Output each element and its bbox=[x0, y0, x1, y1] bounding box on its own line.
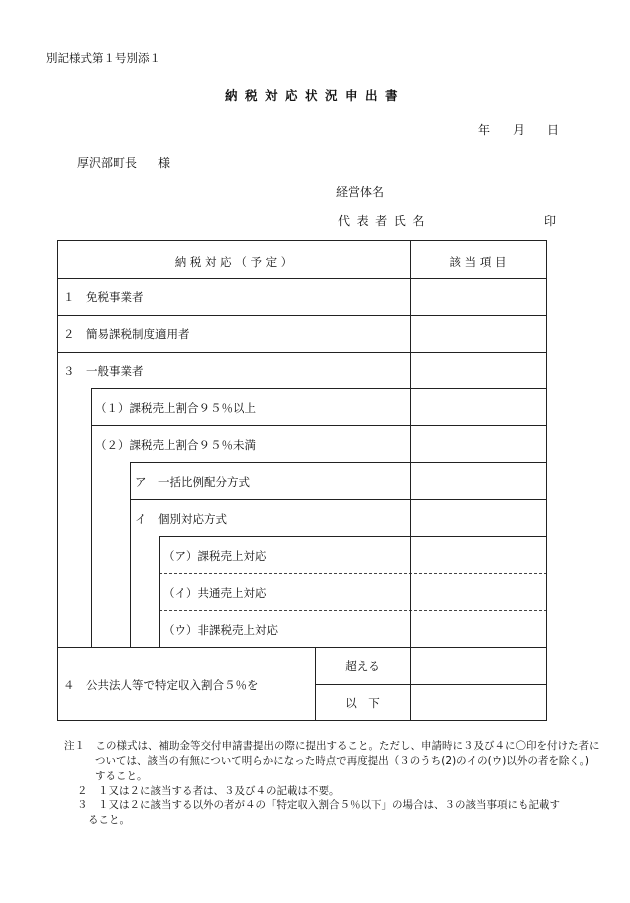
table-rule bbox=[130, 499, 547, 500]
table-rule bbox=[57, 315, 547, 316]
table-border-left bbox=[57, 240, 58, 721]
tax-status-table bbox=[57, 240, 547, 720]
note-1-line-2: ついては、該当の有無について明らかになった時点で再度提出（３のうち(2)のイの(ウ)以外の者を除く。) bbox=[95, 755, 589, 767]
row-general-business: ３ 一般事業者 bbox=[63, 364, 144, 378]
table-border-right bbox=[546, 240, 547, 721]
table-indent-rule bbox=[159, 536, 160, 647]
row-taxable-95-above: （１）課税売上割合９５％以上 bbox=[95, 401, 256, 415]
business-name-label: 経営体名 bbox=[336, 185, 385, 199]
table-rule bbox=[91, 388, 547, 389]
table-border-bottom bbox=[57, 720, 547, 721]
note-3-line-1: ３ １又は２に該当する以外の者が４の「特定収入割合５％以下」の場合は、３の該当事項にも記載す bbox=[77, 799, 560, 811]
row4-below: 以 下 bbox=[345, 696, 380, 710]
row-simplified-taxation: ２ 簡易課税制度適用者 bbox=[63, 327, 190, 341]
table-dashed-rule bbox=[159, 610, 547, 611]
addressee-suffix: 様 bbox=[158, 156, 171, 170]
row-taxable-sales: （ア）課税売上対応 bbox=[163, 549, 267, 563]
date-month-label: 月 bbox=[513, 123, 526, 137]
table-border-top bbox=[57, 240, 547, 241]
seal-mark: 印 bbox=[544, 214, 557, 228]
row4-exceeds: 超える bbox=[345, 659, 380, 673]
addressee: 厚沢部町長 bbox=[77, 156, 138, 170]
form-reference: 別記様式第１号別添１ bbox=[46, 51, 161, 65]
row-tax-exempt: １ 免税事業者 bbox=[63, 290, 144, 304]
table-indent-rule bbox=[91, 388, 92, 647]
table-indent-rule bbox=[130, 462, 131, 647]
table-rule bbox=[57, 278, 547, 279]
table-dashed-rule bbox=[159, 573, 547, 574]
note-1-line-1: 注１ この様式は、補助金等交付申請書提出の際に提出すること。ただし、申請時に３及び４に〇印を付けた者に bbox=[64, 740, 600, 752]
table-rule bbox=[130, 462, 547, 463]
table-rule bbox=[91, 425, 547, 426]
table-rule bbox=[57, 647, 547, 648]
row-lump-sum-method: ア 一括比例配分方式 bbox=[135, 475, 250, 489]
row-taxable-95-below: （２）課税売上割合９５％未満 bbox=[95, 438, 256, 452]
table-rule bbox=[57, 352, 547, 353]
date-year-label: 年 bbox=[478, 123, 491, 137]
row-non-taxable-sales: （ウ）非課税売上対応 bbox=[163, 623, 278, 637]
header-applicable-item: 該 当 項 目 bbox=[449, 255, 507, 269]
representative-label: 代表者氏名 bbox=[338, 214, 432, 228]
table-column-divider bbox=[410, 240, 411, 721]
row-public-corporation: ４ 公共法人等で特定収入割合５％を bbox=[63, 678, 259, 692]
date-day-label: 日 bbox=[547, 123, 560, 137]
note-2: ２ １又は２に該当する者は、３及び４の記載は不要。 bbox=[77, 785, 340, 797]
row-common-sales: （イ）共通売上対応 bbox=[163, 586, 267, 600]
note-1-line-3: すること。 bbox=[95, 770, 148, 782]
header-tax-response: 納 税 対 応 （ 予 定 ） bbox=[174, 255, 293, 269]
row-individual-method: イ 個別対応方式 bbox=[135, 512, 227, 526]
table-rule bbox=[159, 536, 547, 537]
document-title: 納税対応状況申出書 bbox=[224, 88, 405, 103]
table-rule bbox=[315, 684, 547, 685]
note-3-line-2: ること。 bbox=[88, 814, 130, 826]
